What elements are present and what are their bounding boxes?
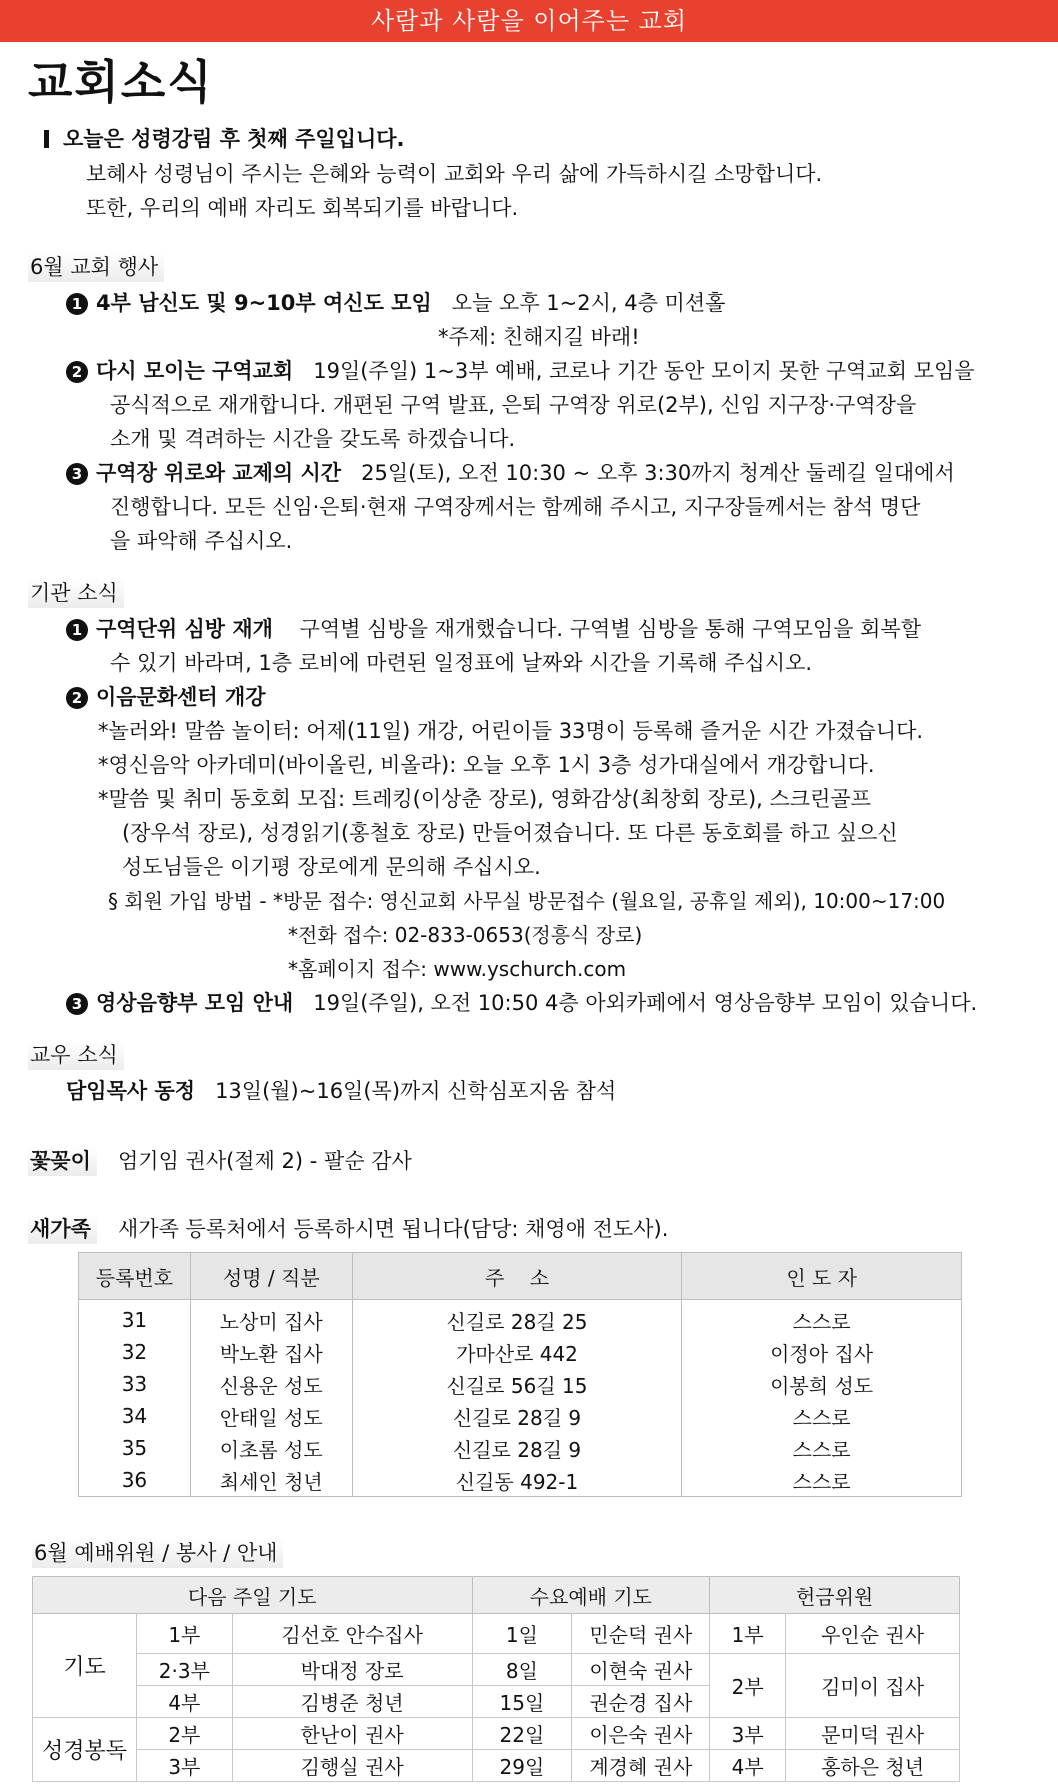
member-news-text: 13일(월)~16일(목)까지 신학심포지움 참석 [215, 1079, 617, 1103]
cell-guide: 스스로 [682, 1432, 962, 1464]
cell-person: 이현숙 권사 [572, 1654, 710, 1686]
table-row [79, 1400, 962, 1432]
event-1 [66, 286, 725, 320]
col-header-offering: 헌금위원 [710, 1577, 960, 1614]
table-row [79, 1368, 962, 1400]
join-visit: *방문 접수: 영신교회 사무실 방문접수 (월요일, 공휴일 제외), 10:00~17:00 [272, 889, 946, 913]
cell-person: 우인순 권사 [786, 1614, 960, 1654]
cell-guide: 스스로 [682, 1400, 962, 1432]
cell-date: 1일 [472, 1614, 572, 1654]
event-2-cont-1: 공식적으로 재개합니다. 개편된 구역 발표, 은퇴 구역장 위로(2부), 신임 지구장·구역장을 [110, 393, 917, 417]
table-header-row [79, 1253, 962, 1300]
section-june-events: 6월 교회 행사 [28, 252, 164, 282]
cell-name: 박노환 집사 [190, 1336, 352, 1368]
cell-person: 김미이 집사 [786, 1654, 960, 1718]
event-1-head: 4부 남신도 및 9~10부 여신도 모임 [96, 291, 432, 315]
cell-service: 2·3부 [136, 1654, 232, 1686]
cell-name: 이초롬 성도 [190, 1432, 352, 1464]
cell-address: 신길로 56길 15 [352, 1368, 682, 1400]
cell-person: 김병준 청년 [232, 1686, 472, 1718]
section-newcomers: 새가족 [28, 1214, 97, 1244]
event-3-cont-2: 을 파악해 주십시오. [110, 529, 293, 553]
cell-person: 한난이 권사 [232, 1718, 472, 1750]
cell-address: 신길로 28길 9 [352, 1400, 682, 1432]
cell-number: 36 [79, 1464, 191, 1497]
cell-number: 33 [79, 1368, 191, 1400]
join-method [108, 884, 945, 918]
newcomers-text: 새가족 등록처에서 등록하시면 됩니다(담당: 채영애 전도사). [118, 1217, 669, 1241]
cell-name: 신용운 성도 [190, 1368, 352, 1400]
cell-service: 4부 [136, 1686, 232, 1718]
cell-name: 최세인 청년 [190, 1464, 352, 1497]
cell-person: 김선호 안수집사 [232, 1614, 472, 1654]
cell-name: 노상미 집사 [190, 1300, 352, 1337]
cell-date: 15일 [472, 1686, 572, 1718]
cell-address: 신길로 28길 9 [352, 1432, 682, 1464]
col-header-next-sunday-prayer: 다음 주일 기도 [33, 1577, 473, 1614]
cell-service: 4부 [710, 1750, 786, 1782]
org-item-2-line-5: 성도님들은 이기평 장로에게 문의해 주십시오. [122, 855, 541, 879]
col-header-wednesday-prayer: 수요예배 기도 [472, 1577, 710, 1614]
flowers-text: 엄기임 권사(절제 2) - 팔순 감사 [118, 1149, 412, 1173]
number-icon: 2 [66, 361, 88, 383]
org-item-2 [66, 680, 266, 714]
number-icon: 1 [66, 619, 88, 641]
cell-guide: 이정아 집사 [682, 1336, 962, 1368]
cell-date: 8일 [472, 1654, 572, 1686]
intro-heading-text: 오늘은 성령강림 후 첫째 주일입니다. [63, 127, 405, 151]
cell-person: 권순경 집사 [572, 1686, 710, 1718]
org-item-1-head: 구역단위 심방 재개 [96, 617, 273, 641]
intro-line-2: 또한, 우리의 예배 자리도 회복되기를 바랍니다. [86, 196, 519, 220]
event-2 [66, 354, 975, 388]
cell-address: 신길동 492-1 [352, 1464, 682, 1497]
col-header-address: 주 소 [352, 1253, 682, 1300]
cell-service: 3부 [710, 1718, 786, 1750]
event-1-text: 오늘 오후 1~2시, 4층 미션홀 [451, 291, 726, 315]
org-item-1-cont: 수 있기 바라며, 1층 로비에 마련된 일정표에 날짜와 시간을 기록해 주십시오. [110, 651, 813, 675]
number-icon: 3 [66, 463, 88, 485]
section-flowers: 꽃꽂이 [28, 1146, 97, 1176]
cell-guide: 스스로 [682, 1300, 962, 1337]
cell-address: 가마산로 442 [352, 1336, 682, 1368]
event-3-text: 25일(토), 오전 10:30 ~ 오후 3:30까지 청계산 둘레길 일대에서 [361, 461, 955, 485]
section-member-news: 교우 소식 [28, 1040, 124, 1070]
table-row [33, 1750, 960, 1782]
group-prayer: 기도 [33, 1614, 137, 1718]
event-3-cont-1: 진행합니다. 모든 신임·은퇴·현재 구역장께서는 함께해 주시고, 지구장들께서는 참석 명단 [110, 495, 921, 519]
cell-number: 32 [79, 1336, 191, 1368]
cell-service: 3부 [136, 1750, 232, 1782]
org-item-3-text: 19일(주일), 오전 10:50 4층 아외카페에서 영상음향부 모임이 있습니다. [313, 991, 978, 1015]
group-scripture: 성경봉독 [33, 1718, 137, 1782]
section-org-news: 기관 소식 [28, 578, 124, 608]
join-web: *홈페이지 접수: www.yschurch.com [288, 957, 627, 981]
event-3 [66, 456, 955, 490]
page-title: 교회소식 [28, 55, 214, 109]
org-item-2-head: 이음문화센터 개강 [96, 685, 266, 709]
event-2-cont-2: 소개 및 격려하는 시간을 갖도록 하겠습니다. [110, 427, 516, 451]
col-header-name: 성명 / 직분 [190, 1253, 352, 1300]
org-item-2-line-2: *영신음악 아카데미(바이올린, 비올라): 오늘 오후 1시 3층 성가대실에서 개강합니다. [98, 753, 875, 777]
event-1-sub: *주제: 친해지길 바래! [438, 325, 640, 349]
member-news-line [66, 1074, 616, 1108]
top-banner: 사람과 사람을 이어주는 교회 [0, 0, 1058, 42]
cell-person: 문미덕 권사 [786, 1718, 960, 1750]
table-row [79, 1432, 962, 1464]
org-item-3 [66, 986, 977, 1020]
event-3-head: 구역장 위로와 교제의 시간 [96, 461, 342, 485]
table-row [79, 1300, 962, 1337]
cell-person: 이은숙 권사 [572, 1718, 710, 1750]
cell-service: 2부 [136, 1718, 232, 1750]
org-item-1-text: 구역별 심방을 재개했습니다. 구역별 심방을 통해 구역모임을 회복할 [299, 617, 922, 641]
cell-guide: 스스로 [682, 1464, 962, 1497]
org-item-2-line-3: *말씀 및 취미 동호회 모집: 트레킹(이상춘 장로), 영화감상(최창회 장로), 스크린골프 [98, 787, 871, 811]
col-header-guide: 인 도 자 [682, 1253, 962, 1300]
cell-person: 박대정 장로 [232, 1654, 472, 1686]
table-row [33, 1614, 960, 1654]
event-2-text: 19일(주일) 1~3부 예배, 코로나 기간 동안 모이지 못한 구역교회 모임을 [313, 359, 975, 383]
cell-number: 34 [79, 1400, 191, 1432]
org-item-3-head: 영상음향부 모임 안내 [96, 991, 294, 1015]
bullet-bar [44, 130, 49, 148]
table-row [79, 1336, 962, 1368]
number-icon: 1 [66, 293, 88, 315]
org-item-1 [66, 612, 921, 646]
cell-number: 31 [79, 1300, 191, 1337]
section-worship: 6월 예배위원 / 봉사 / 안내 [32, 1538, 283, 1568]
number-icon: 2 [66, 687, 88, 709]
table-row [33, 1718, 960, 1750]
cell-person: 홍하은 청년 [786, 1750, 960, 1782]
intro-line-1: 보혜사 성령님이 주시는 은혜와 능력이 교회와 우리 삶에 가득하시길 소망합니다. [86, 162, 823, 186]
cell-service: 2부 [710, 1654, 786, 1718]
table-row [33, 1654, 960, 1686]
join-phone: *전화 접수: 02-833-0653(정흥식 장로) [288, 923, 643, 947]
col-header-number: 등록번호 [79, 1253, 191, 1300]
join-label: § 회원 가입 방법 - [108, 889, 267, 913]
cell-number: 35 [79, 1432, 191, 1464]
cell-name: 안태일 성도 [190, 1400, 352, 1432]
org-item-2-line-4: (장우석 장로), 성경읽기(홍철호 장로) 만들어졌습니다. 또 다른 동호회를 하고 싶으신 [122, 821, 898, 845]
intro-heading [44, 122, 405, 156]
cell-service: 1부 [136, 1614, 232, 1654]
cell-date: 29일 [472, 1750, 572, 1782]
cell-service: 1부 [710, 1614, 786, 1654]
cell-person: 김행실 권사 [232, 1750, 472, 1782]
org-item-2-line-1: *놀러와! 말씀 놀이터: 어제(11일) 개강, 어린이들 33명이 등록해 즐거운 시간 가졌습니다. [98, 719, 924, 743]
cell-person: 민순덕 권사 [572, 1614, 710, 1654]
table-row [79, 1464, 962, 1497]
worship-table [32, 1576, 960, 1782]
member-news-head: 담임목사 동정 [66, 1079, 196, 1103]
event-2-head: 다시 모이는 구역교회 [96, 359, 294, 383]
cell-date: 22일 [472, 1718, 572, 1750]
newcomers-table [78, 1252, 962, 1497]
cell-address: 신길로 28길 25 [352, 1300, 682, 1337]
number-icon: 3 [66, 993, 88, 1015]
cell-guide: 이봉희 성도 [682, 1368, 962, 1400]
table-header-row [33, 1577, 960, 1614]
cell-person: 계경혜 권사 [572, 1750, 710, 1782]
